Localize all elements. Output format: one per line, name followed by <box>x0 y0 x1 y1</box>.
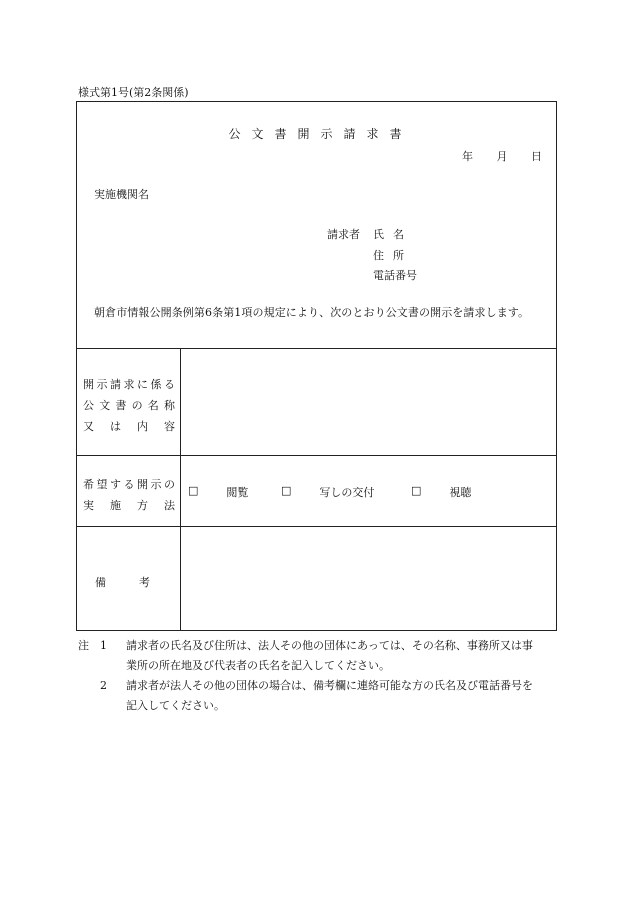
note-text: 記入してください。 <box>126 699 225 712</box>
note-number: 1 <box>100 639 107 652</box>
form-number-label: 様式第1号(第2条関係) <box>78 86 189 99</box>
option-audiovisual[interactable] <box>411 484 471 500</box>
doc-name-label-line2: 公 文 書 の 名 称 <box>83 399 175 412</box>
requester-phone-field[interactable]: 電話番号 <box>373 269 417 282</box>
note-1 <box>78 636 558 656</box>
option-view[interactable] <box>188 484 248 500</box>
requester-name-field[interactable]: 氏名 <box>373 228 413 241</box>
method-label-line2: 実 施 方 法 <box>83 499 175 512</box>
document-title: 公文書開示請求書 <box>228 127 413 141</box>
note-2 <box>78 676 558 696</box>
view-checkbox[interactable]: □ <box>188 484 199 497</box>
requester-address-field[interactable]: 住所 <box>373 249 413 262</box>
copy-label: 写しの交付 <box>319 486 375 499</box>
doc-name-input-cell[interactable] <box>181 349 556 455</box>
audiovisual-label: 視聴 <box>449 486 472 499</box>
audiovisual-checkbox[interactable]: □ <box>411 484 422 497</box>
remarks-row-label <box>95 572 150 593</box>
copy-checkbox[interactable]: □ <box>281 484 292 497</box>
request-statement: 朝倉市情報公開条例第6条第1項の規定により、次のとおり公文書の開示を請求します。 <box>94 306 530 319</box>
method-label-line1: 希 望 す る 開 示 の <box>83 478 175 491</box>
request-form <box>76 101 557 631</box>
requester-label: 請求者 <box>327 228 360 241</box>
agency-name-field[interactable]: 実施機関名 <box>94 188 149 201</box>
date-field[interactable]: 年 月 日 <box>462 150 542 163</box>
method-row-label <box>83 474 175 516</box>
note-number: 2 <box>100 679 107 692</box>
note-text: 請求者の氏名及び住所は、法人その他の団体にあっては、その名称、事務所又は事 <box>126 639 533 652</box>
divider-doc-name <box>77 455 556 456</box>
option-copy[interactable] <box>281 484 374 500</box>
notes-section <box>78 636 558 716</box>
doc-name-row-label <box>83 374 175 437</box>
remarks-label-line: 備 考 <box>95 576 150 589</box>
view-label: 閲覧 <box>226 486 249 499</box>
doc-name-label-line3: 又 は 内 容 <box>83 420 175 433</box>
remarks-input-cell[interactable] <box>181 527 556 631</box>
notes-prefix: 注 <box>78 639 89 652</box>
note-text: 請求者が法人その他の団体の場合は、備考欄に連絡可能な方の氏名及び電話番号を <box>126 679 533 692</box>
note-text: 業所の所在地及び代表者の氏名を記入してください。 <box>126 659 390 672</box>
doc-name-label-line1: 開 示 請 求 に 係 る <box>83 378 175 391</box>
